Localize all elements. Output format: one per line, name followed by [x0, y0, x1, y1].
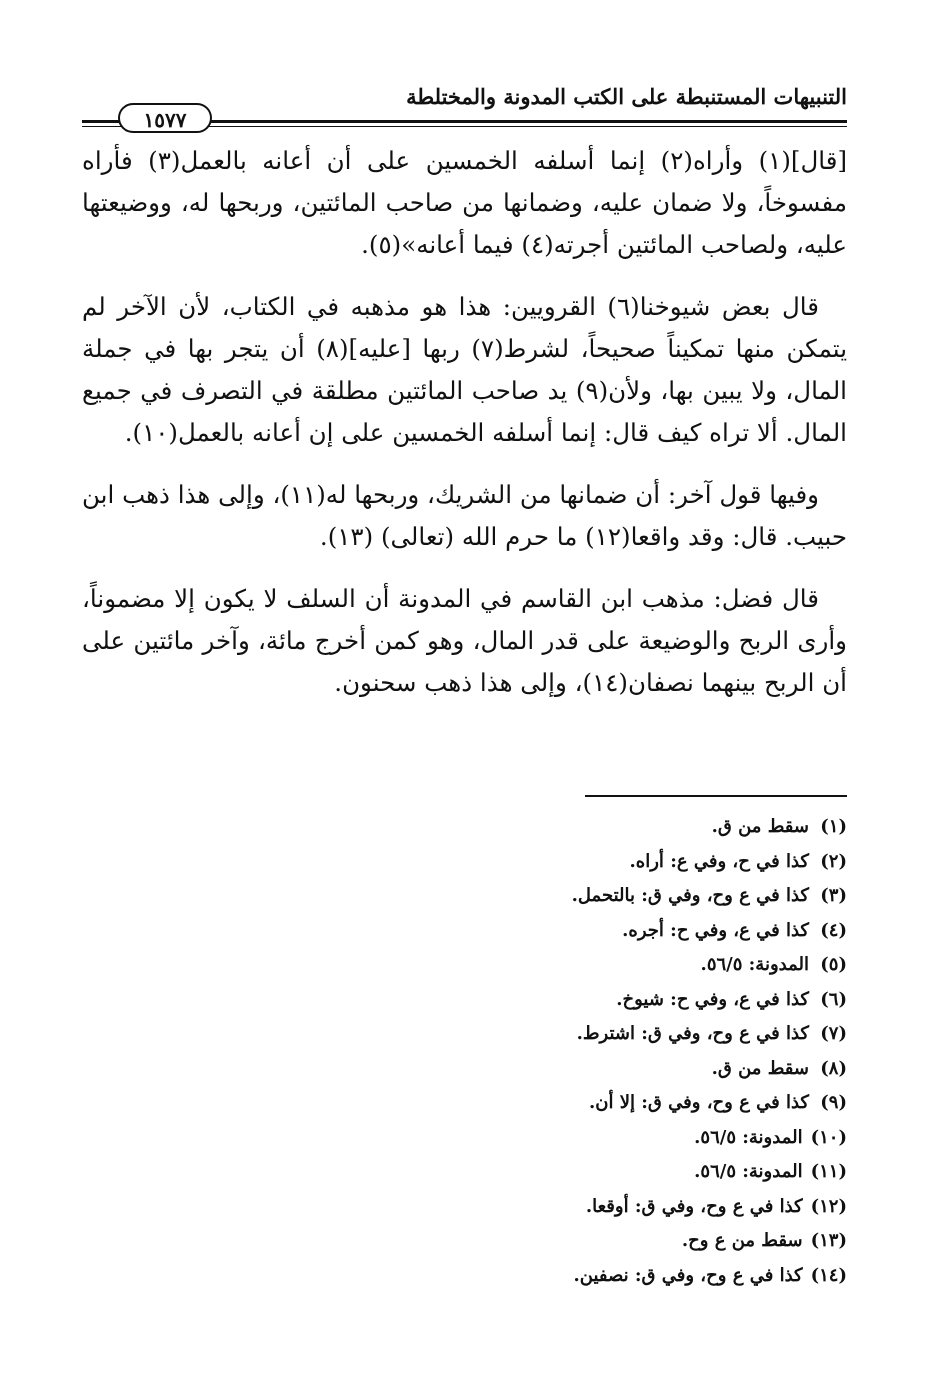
footnote-text: كذا في ع وح، وفي ق: بالتحمل.	[571, 885, 809, 906]
footnote-text: كذا في ع وح، وفي ق: أوقعا.	[585, 1195, 803, 1217]
footnote-text: المدونة: ٥٦/٥.	[694, 1161, 803, 1182]
footnote-number: (١٢)	[810, 1195, 847, 1217]
footnote-number: (٢)	[820, 850, 847, 872]
footnote-text: سقط من ق.	[711, 816, 809, 837]
main-text	[82, 140, 847, 704]
footnote-separator	[585, 795, 847, 797]
footnote-text: كذا في ع، وفي ح: أجره.	[622, 919, 809, 941]
footnote-number: (٣)	[820, 885, 847, 906]
footnote-number: (١١)	[810, 1161, 847, 1182]
paragraph: قال بعض شيوخنا(٦) القرويين: هذا هو مذهبه في الكتاب، لأن الآخر لم يتمكن منها تمكيناً صحيحاً، لشرط(٧) ربها [عليه](٨) أن يتجر بها في جملة المال، ولا يبين بها، ولأن(٩) يد صاحب المائتين مطلقة في التصرف في جميع المال. ألا تراه كيف قال: إنما أسلفه الخمسين على إن أعانه بالعمل(١٠).	[82, 292, 848, 447]
footnote-item	[82, 1155, 847, 1190]
footnote-number: (٥)	[820, 954, 847, 975]
footnote-number: (٨)	[820, 1057, 847, 1079]
footnote-number: (١٣)	[810, 1230, 847, 1251]
paragraph: [قال](١) وأراه(٢) إنما أسلفه الخمسين على أن أعانه بالعمل(٣) فأراه مفسوخاً، ولا ضمان عليه، وضمانها من صاحب المائتين، وربحها له، ووضيعتها عليه، ولصاحب المائتين أجرته(٤) فيما أعانه»(٥).	[82, 146, 847, 259]
footnote-item	[82, 1259, 847, 1294]
footnote-item	[82, 1017, 847, 1052]
footnote-item	[82, 914, 847, 949]
footnote-item	[82, 879, 847, 914]
footnote-number: (١)	[820, 816, 847, 837]
paragraph: وفيها قول آخر: أن ضمانها من الشريك، وربحها له(١١)، وإلى هذا ذهب ابن حبيب. قال: وقد واقعا(١٢) ما حرم الله (تعالى) (١٣).	[82, 480, 847, 551]
running-header-title: التنبيهات المستنبطة على الكتب المدونة والمختلطة	[406, 84, 847, 109]
paragraph: قال فضل: مذهب ابن القاسم في المدونة أن السلف لا يكون إلا مضموناً، وأرى الربح والوضيعة على قدر المال، وهو كمن أخرج مائة، وآخر مائتين على أن الربح بينهما نصفان(١٤)، وإلى هذا ذهب سحنون.	[82, 584, 847, 697]
footnote-number: (٩)	[820, 1092, 847, 1113]
footnote-text: المدونة: ٥٦/٥.	[700, 954, 809, 975]
footnote-text: المدونة: ٥٦/٥.	[694, 1126, 803, 1148]
footnote-text: كذا في ع وح، وفي ق: اشترط.	[576, 1023, 809, 1044]
footnote-text: سقط من ع وح.	[681, 1230, 803, 1251]
footnote-number: (١٤)	[810, 1264, 847, 1286]
page-number-badge: ١٥٧٧	[118, 103, 212, 133]
footnote-item	[82, 1224, 847, 1259]
footnote-text: كذا في ع، وفي ح: شيوخ.	[616, 988, 809, 1010]
footnote-item	[82, 1052, 847, 1087]
footnote-item	[82, 948, 847, 983]
footnote-item	[82, 1190, 847, 1225]
footnote-text: سقط من ق.	[711, 1057, 809, 1079]
footnote-number: (١٠)	[810, 1126, 847, 1148]
footnote-item	[82, 845, 847, 880]
footnote-text: كذا في ع وح، وفي ق: نصفين.	[573, 1264, 803, 1286]
footnote-text: كذا في ح، وفي ع: أراه.	[629, 850, 809, 872]
footnote-item	[82, 983, 847, 1018]
footnote-item	[82, 1086, 847, 1121]
footnote-item	[82, 1121, 847, 1156]
footnote-number: (٧)	[820, 1023, 847, 1044]
footnote-number: (٤)	[820, 919, 847, 941]
footnote-item	[82, 810, 847, 845]
footnote-text: كذا في ع وح، وفي ق: إلا أن.	[588, 1092, 809, 1113]
footnote-number: (٦)	[820, 988, 847, 1010]
footnotes	[82, 810, 847, 1293]
